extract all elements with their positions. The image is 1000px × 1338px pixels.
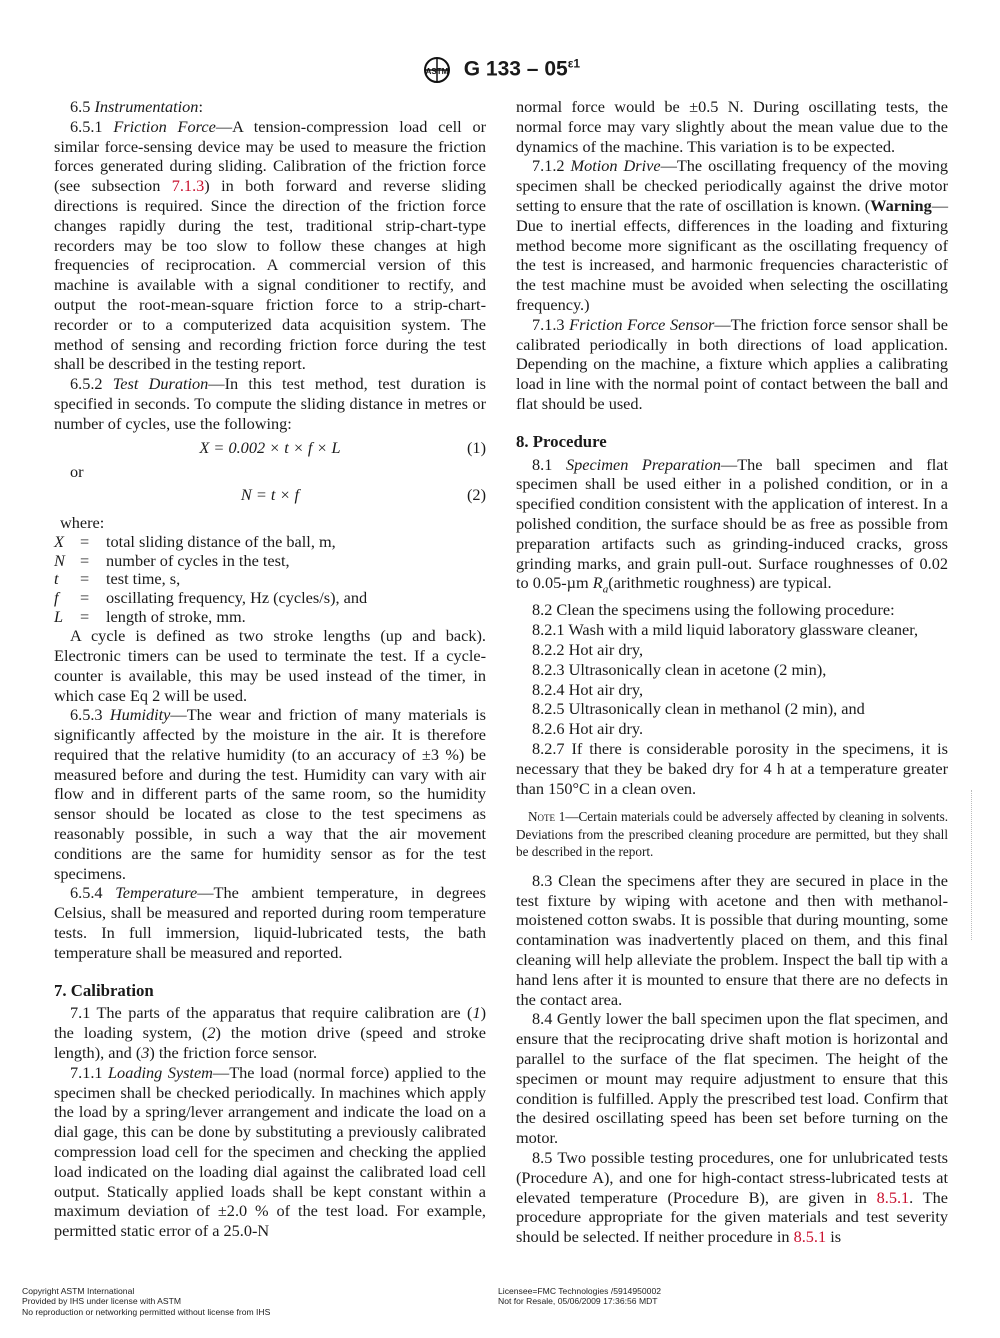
note-1: Note 1—Certain materials could be adversely affected by cleaning in solvents. Deviations from the prescribed cleaning procedure are permitted, but they shall be described in the report. bbox=[516, 809, 948, 860]
section-6-5: 6.5 Instrumentation: bbox=[70, 97, 203, 116]
margin-marks bbox=[971, 790, 974, 940]
step-8-2-5: 8.2.5 Ultrasonically clean in methanol (2 min), and bbox=[532, 699, 865, 719]
where-item: f = oscillating frequency, Hz (cycles/s), and bbox=[54, 587, 368, 607]
section-8-4: 8.4 Gently lower the ball specimen upon the flat specimen, and ensure that the reciprocating drive shaft motion is horizontal and parallel to the surface of the flat specimen. The height of the specimen or mount may require adjustment to ensure that this condition is fulfilled. Apply the prescribed test load. Confirm that the desired oscillating speed has been set before turning on the motor. bbox=[516, 1009, 948, 1148]
where-label: where: bbox=[60, 513, 105, 533]
left-column bbox=[54, 97, 486, 1241]
section-8-2: 8.2 Clean the specimens using the following procedure: bbox=[532, 600, 895, 620]
link-7-1-3[interactable]: 7.1.3 bbox=[171, 176, 205, 196]
heading-procedure: 8. Procedure bbox=[516, 431, 607, 451]
footer-copyright: Copyright ASTM International Provided by IHS under license with ASTM No reproduction or networking permitted without license from IHS bbox=[22, 1286, 271, 1317]
footer-license: Licensee=FMC Technologies /5914950002 Not for Resale, 05/06/2009 17:36:56 MDT bbox=[498, 1286, 661, 1307]
designation: G 133 – 05 bbox=[463, 57, 568, 81]
right-column bbox=[516, 97, 948, 1247]
equation-2: N = t × f (2) bbox=[240, 485, 486, 505]
section-7-1-1-continued: normal force would be ±0.5 N. During oscillating tests, the normal force may vary slightly about the mean value due to the dynamics of the machine. This variation is to be expected. bbox=[516, 97, 948, 156]
section-8-2-7: 8.2.7 If there is considerable porosity in the specimens, it is necessary that they be baked dry for 4 h at a temperature greater than 150°C in a clean oven. bbox=[516, 738, 948, 798]
section-7-1-2: 7.1.2 Motion Drive—The oscillating frequency of the moving specimen shall be checked periodically against the drive motor setting to ensure that the rate of oscillation is known. (Warning—Due to inertial effects, differences in the loading and fixturing method become more significant as the oscillating frequency of the test is increased, and harmonic frequencies characteristic of the test machine must be avoided when selecting the oscillating frequency.) bbox=[516, 156, 948, 314]
svg-text:ASTM: ASTM bbox=[425, 67, 449, 76]
where-list bbox=[54, 513, 486, 626]
section-7-1: 7.1 The parts of the apparatus that require calibration are (1) the loading system, (2) the motion drive (speed and stroke length), and (3) the friction force sensor. bbox=[54, 1003, 487, 1063]
or-text: or bbox=[70, 461, 84, 481]
section-6-5-1: 6.5.1 Friction Force—A tension-compression load cell or similar force-sensing device may be used to measure the friction forces generated during sliding. Calibration of the friction force (see subsection 7.1.3) in both forward and reverse sliding directions is required. Since the direction of the friction force changes rapidly during the test, traditional strip-chart-type recorders may be too slow to follow these changes at high frequencies of reciprocation. A commercial version of this machine is available with a signal conditioner to rectify, and output the root-mean-square friction force to a strip-chart-recorder or to a computerized data acquisition system. The method of sensing and recording friction force during the test shall be described in the testing report. bbox=[54, 116, 487, 374]
equation-1: X = 0.002 × t × f × L (1) bbox=[199, 437, 486, 457]
section-6-5-2: 6.5.2 Test Duration—In this test method, test duration is specified in seconds. To compute the sliding distance in metres or number of cycles, use the following: bbox=[54, 374, 487, 433]
where-item: X = total sliding distance of the ball, m, bbox=[54, 532, 336, 552]
section-8-5: 8.5 Two possible testing procedures, one for unlubricated tests (Procedure A), and one for high-contact stress-lubricated tests at elevated temperature (Procedure B), are given in 8.5.1. The procedure appropriate for the given materials and test severity should be selected. If neither procedure in 8.5.1 is bbox=[516, 1148, 948, 1247]
astm-logo-icon bbox=[420, 56, 454, 84]
link-8-5-1[interactable]: 8.5.1 bbox=[876, 1187, 910, 1207]
cycle-definition: A cycle is defined as two stroke lengths (up and back). Electronic timers can be used to terminate the test. If a cycle-counter is available, this may be used instead of the timer, in which case Eq 2 will be used. bbox=[54, 626, 486, 705]
where-item: L = length of stroke, mm. bbox=[54, 606, 246, 626]
section-6-5-3: 6.5.3 Humidity—The wear and friction of many materials is significantly affected by the moisture in the air. It is therefore required that the relative humidity (to an accuracy of ±3 %) be measured before and during the test. Humidity can vary with air flow and in different parts of the same room, so the humidity sensor should be located as close to the test specimens as reasonably possible, in such a way that the air movement conditions are the same for humidity sensor as for the test specimens. bbox=[54, 705, 486, 883]
where-item: t = test time, s, bbox=[54, 569, 181, 589]
step-8-2-6: 8.2.6 Hot air dry. bbox=[532, 719, 644, 739]
section-7-1-3: 7.1.3 Friction Force Sensor—The friction force sensor shall be calibrated periodically in both directions of load application. Depending on the machine, a fixture which applies a calibrating load in line with the normal point of contact between the ball and flat should be used. bbox=[516, 314, 948, 413]
designation-superscript: ε1 bbox=[567, 56, 581, 71]
section-8-1: 8.1 Specimen Preparation—The ball specimen and flat specimen shall be used either in a polished condition, or in a specified condition consistent with the application of interest. In a polished condition, the surface should be as free as possible from preparation artifacts such as grinding-induced cracks, gross grinding marks, and grain pull-out. Surface roughnesses of 0.02 to 0.05-µm $R_a(arithmetic$ roughness) are typical. bbox=[516, 454, 948, 596]
section-6-5-4: 6.5.4 Temperature—The ambient temperature, in degrees Celsius, shall be measured and reported during room temperature tests. In full immersion, liquid-lubricated tests, the bath temperature shall be measured and reported. bbox=[54, 883, 486, 962]
section-7-1-1: 7.1.1 Loading System—The load (normal force) applied to the specimen shall be checked periodically. In machines which apply the load by a spring/lever arrangement and indicate the load on a dial gage, this can be done by substituting a previously calibrated compression load cell for the specimen and checking the applied load indicated on the loading dial against the calibrated load cell output. Statically applied loads shall be kept constant within a maximum deviation of ±2.0 % of the test load. For example, permitted static error of a 25.0-N bbox=[54, 1062, 486, 1241]
link-8-5-1-second[interactable]: 8.5.1 bbox=[793, 1227, 827, 1247]
section-8-3: 8.3 Clean the specimens after they are secured in place in the test fixture by wiping with acetone and then with methanol-moistened cotton swabs. It is possible that during mounting, some contamination was inadvertently placed on them, and this final cleaning will help alleviate the problem. Inspect the ball tip with a hand lens after it is mounted to ensure that there are no defects in the contact area. bbox=[516, 870, 948, 1009]
step-8-2-4: 8.2.4 Hot air dry, bbox=[532, 679, 644, 699]
step-8-2-2: 8.2.2 Hot air dry, bbox=[532, 639, 644, 659]
heading-calibration: 7. Calibration bbox=[54, 980, 154, 1000]
step-8-2-1: 8.2.1 Wash with a mild liquid laboratory glassware cleaner, bbox=[532, 620, 919, 640]
step-8-2-3: 8.2.3 Ultrasonically clean in acetone (2 min), bbox=[532, 659, 827, 679]
where-item: N = number of cycles in the test, bbox=[54, 550, 290, 570]
page-header bbox=[0, 56, 1000, 84]
